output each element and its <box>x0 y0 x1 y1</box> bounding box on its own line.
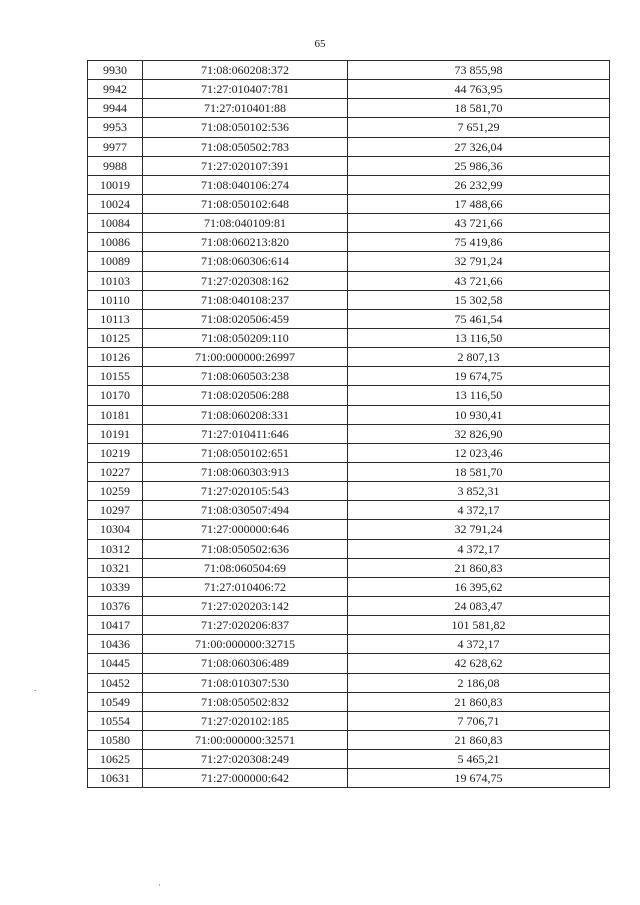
table-row <box>88 501 610 520</box>
row-number-cell: 10024 <box>88 194 143 213</box>
cadastral-number-cell: 71:27:020308:249 <box>143 750 348 769</box>
cadastral-number-cell: 71:27:000000:646 <box>143 520 348 539</box>
table-row <box>88 80 610 99</box>
cadastral-number-cell: 71:08:050209:110 <box>143 328 348 347</box>
amount-cell: 4 372,17 <box>348 501 610 520</box>
table-row <box>88 462 610 481</box>
table-row <box>88 750 610 769</box>
cadastral-number-cell: 71:08:060306:614 <box>143 252 348 271</box>
table-row <box>88 424 610 443</box>
amount-cell: 13 116,50 <box>348 386 610 405</box>
cadastral-number-cell: 71:08:060208:372 <box>143 61 348 80</box>
amount-cell: 44 763,95 <box>348 80 610 99</box>
row-number-cell: 10312 <box>88 539 143 558</box>
table-row <box>88 367 610 386</box>
amount-cell: 17 488,66 <box>348 194 610 213</box>
cadastral-number-cell: 71:08:050102:651 <box>143 443 348 462</box>
row-number-cell: 9942 <box>88 80 143 99</box>
cadastral-number-cell: 71:08:040108:237 <box>143 290 348 309</box>
table-row <box>88 673 610 692</box>
table-row <box>88 61 610 80</box>
table-row <box>88 443 610 462</box>
cadastral-number-cell: 71:27:020105:543 <box>143 482 348 501</box>
amount-cell: 18 581,70 <box>348 462 610 481</box>
row-number-cell: 10084 <box>88 214 143 233</box>
cadastral-number-cell: 71:08:020506:459 <box>143 309 348 328</box>
amount-cell: 43 721,66 <box>348 214 610 233</box>
cadastral-number-cell: 71:08:020506:288 <box>143 386 348 405</box>
amount-cell: 75 419,86 <box>348 233 610 252</box>
table-row <box>88 328 610 347</box>
row-number-cell: 9988 <box>88 156 143 175</box>
amount-cell: 24 083,47 <box>348 596 610 615</box>
amount-cell: 13 116,50 <box>348 328 610 347</box>
amount-cell: 21 860,83 <box>348 730 610 749</box>
row-number-cell: 10452 <box>88 673 143 692</box>
table-row <box>88 386 610 405</box>
scan-mark: . <box>34 683 37 693</box>
table-row <box>88 558 610 577</box>
row-number-cell: 10170 <box>88 386 143 405</box>
table-row <box>88 711 610 730</box>
table-row <box>88 233 610 252</box>
amount-cell: 21 860,83 <box>348 692 610 711</box>
row-number-cell: 10631 <box>88 769 143 788</box>
row-number-cell: 10089 <box>88 252 143 271</box>
row-number-cell: 10113 <box>88 309 143 328</box>
amount-cell: 21 860,83 <box>348 558 610 577</box>
cadastral-number-cell: 71:27:020203:142 <box>143 596 348 615</box>
table-row <box>88 214 610 233</box>
table-row <box>88 769 610 788</box>
cadastral-number-cell: 71:27:020107:391 <box>143 156 348 175</box>
amount-cell: 18 581,70 <box>348 99 610 118</box>
amount-cell: 4 372,17 <box>348 539 610 558</box>
row-number-cell: 10554 <box>88 711 143 730</box>
amount-cell: 7 706,71 <box>348 711 610 730</box>
amount-cell: 2 807,13 <box>348 348 610 367</box>
amount-cell: 26 232,99 <box>348 175 610 194</box>
cadastral-number-cell: 71:08:050102:648 <box>143 194 348 213</box>
cadastral-number-cell: 71:08:050502:636 <box>143 539 348 558</box>
cadastral-number-cell: 71:08:040106:274 <box>143 175 348 194</box>
table-row <box>88 175 610 194</box>
cadastral-number-cell: 71:08:060306:489 <box>143 654 348 673</box>
amount-cell: 10 930,41 <box>348 405 610 424</box>
table-row <box>88 539 610 558</box>
table-row <box>88 577 610 596</box>
row-number-cell: 10436 <box>88 635 143 654</box>
row-number-cell: 10155 <box>88 367 143 386</box>
table-row <box>88 290 610 309</box>
row-number-cell: 9953 <box>88 118 143 137</box>
amount-cell: 2 186,08 <box>348 673 610 692</box>
row-number-cell: 9977 <box>88 137 143 156</box>
row-number-cell: 10191 <box>88 424 143 443</box>
cadastral-number-cell: 71:08:050502:832 <box>143 692 348 711</box>
amount-cell: 19 674,75 <box>348 769 610 788</box>
cadastral-number-cell: 71:00:000000:26997 <box>143 348 348 367</box>
row-number-cell: 10103 <box>88 271 143 290</box>
table-row <box>88 692 610 711</box>
amount-cell: 12 023,46 <box>348 443 610 462</box>
amount-cell: 16 395,62 <box>348 577 610 596</box>
cadastral-number-cell: 71:08:010307:530 <box>143 673 348 692</box>
amount-cell: 32 826,90 <box>348 424 610 443</box>
table-row <box>88 271 610 290</box>
cadastral-number-cell: 71:08:060213:820 <box>143 233 348 252</box>
cadastral-number-cell: 71:27:000000:642 <box>143 769 348 788</box>
cadastral-number-cell: 71:08:060504:69 <box>143 558 348 577</box>
table-row <box>88 156 610 175</box>
page-number: 65 <box>314 38 326 50</box>
row-number-cell: 10086 <box>88 233 143 252</box>
amount-cell: 43 721,66 <box>348 271 610 290</box>
table-row <box>88 194 610 213</box>
amount-cell: 42 628,62 <box>348 654 610 673</box>
row-number-cell: 10625 <box>88 750 143 769</box>
cadastral-number-cell: 71:08:050102:536 <box>143 118 348 137</box>
amount-cell: 101 581,82 <box>348 616 610 635</box>
row-number-cell: 10227 <box>88 462 143 481</box>
cadastral-number-cell: 71:08:060208:331 <box>143 405 348 424</box>
amount-cell: 3 852,31 <box>348 482 610 501</box>
row-number-cell: 10297 <box>88 501 143 520</box>
row-number-cell: 10110 <box>88 290 143 309</box>
table-row <box>88 635 610 654</box>
row-number-cell: 9930 <box>88 61 143 80</box>
cadastral-number-cell: 71:27:010406:72 <box>143 577 348 596</box>
amount-cell: 73 855,98 <box>348 61 610 80</box>
table-body <box>88 61 610 788</box>
cadastral-number-cell: 71:00:000000:32571 <box>143 730 348 749</box>
table-row <box>88 405 610 424</box>
table-row <box>88 520 610 539</box>
amount-cell: 19 674,75 <box>348 367 610 386</box>
row-number-cell: 10181 <box>88 405 143 424</box>
row-number-cell: 10376 <box>88 596 143 615</box>
data-table <box>87 60 610 788</box>
row-number-cell: 10417 <box>88 616 143 635</box>
amount-cell: 5 465,21 <box>348 750 610 769</box>
cadastral-number-cell: 71:27:020206:837 <box>143 616 348 635</box>
amount-cell: 15 302,58 <box>348 290 610 309</box>
table-row <box>88 252 610 271</box>
cadastral-number-cell: 71:27:010407:781 <box>143 80 348 99</box>
cadastral-number-cell: 71:08:040109:81 <box>143 214 348 233</box>
row-number-cell: 10339 <box>88 577 143 596</box>
table-row <box>88 616 610 635</box>
table-row <box>88 99 610 118</box>
amount-cell: 32 791,24 <box>348 252 610 271</box>
row-number-cell: 10304 <box>88 520 143 539</box>
row-number-cell: 9944 <box>88 99 143 118</box>
row-number-cell: 10126 <box>88 348 143 367</box>
row-number-cell: 10019 <box>88 175 143 194</box>
amount-cell: 27 326,04 <box>348 137 610 156</box>
table-row <box>88 654 610 673</box>
table-row <box>88 482 610 501</box>
row-number-cell: 10580 <box>88 730 143 749</box>
cadastral-number-cell: 71:00:000000:32715 <box>143 635 348 654</box>
cadastral-number-cell: 71:08:030507:494 <box>143 501 348 520</box>
row-number-cell: 10549 <box>88 692 143 711</box>
amount-cell: 7 651,29 <box>348 118 610 137</box>
cadastral-number-cell: 71:08:060303:913 <box>143 462 348 481</box>
row-number-cell: 10445 <box>88 654 143 673</box>
cadastral-number-cell: 71:27:010411:646 <box>143 424 348 443</box>
amount-cell: 4 372,17 <box>348 635 610 654</box>
table-row <box>88 596 610 615</box>
row-number-cell: 10259 <box>88 482 143 501</box>
cadastral-number-cell: 71:08:060503:238 <box>143 367 348 386</box>
cadastral-number-cell: 71:27:020102:185 <box>143 711 348 730</box>
table-row <box>88 309 610 328</box>
table-row <box>88 118 610 137</box>
amount-cell: 25 986,36 <box>348 156 610 175</box>
table-row <box>88 730 610 749</box>
table-row <box>88 348 610 367</box>
table-row <box>88 137 610 156</box>
row-number-cell: 10321 <box>88 558 143 577</box>
cadastral-number-cell: 71:27:010401:88 <box>143 99 348 118</box>
row-number-cell: 10219 <box>88 443 143 462</box>
amount-cell: 32 791,24 <box>348 520 610 539</box>
amount-cell: 75 461,54 <box>348 309 610 328</box>
scan-mark: · <box>158 880 161 890</box>
cadastral-number-cell: 71:08:050502:783 <box>143 137 348 156</box>
row-number-cell: 10125 <box>88 328 143 347</box>
cadastral-number-cell: 71:27:020308:162 <box>143 271 348 290</box>
